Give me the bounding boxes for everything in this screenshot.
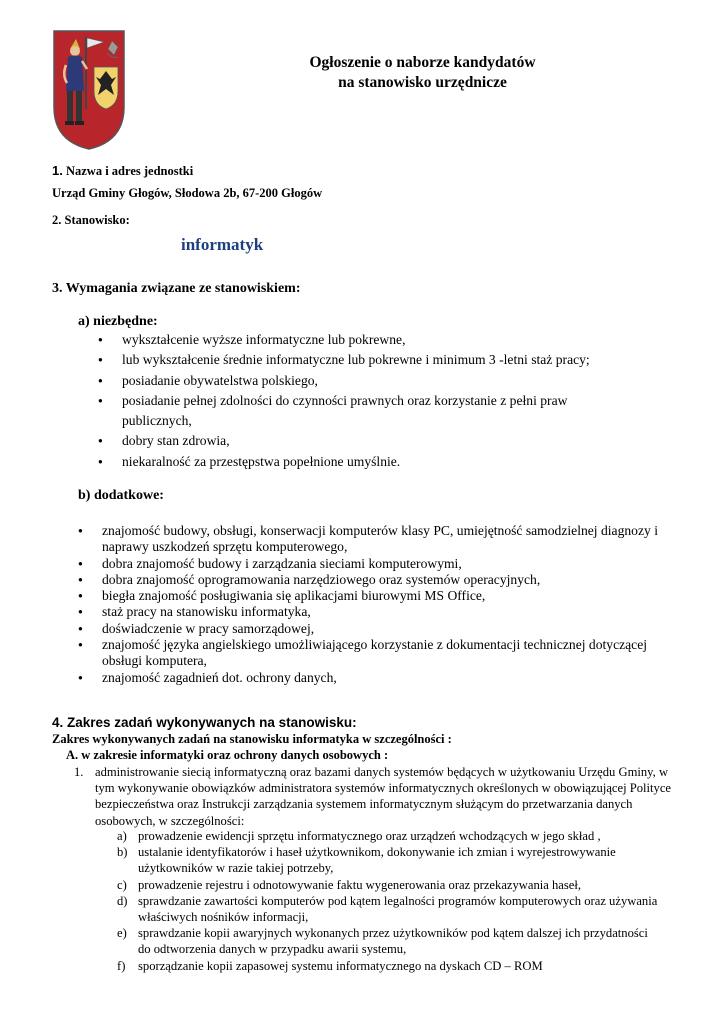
- additional-list: [78, 523, 658, 686]
- section-2-heading: 2. Stanowisko:: [52, 213, 130, 227]
- section-4-heading: 4. Zakres zadań wykonywanych na stanowisku:: [52, 715, 357, 730]
- section-1-title: Nazwa i adres jednostki: [65, 164, 194, 178]
- list-item: [117, 925, 662, 957]
- list-item: ● znajomość budowy, obsługi, konserwacji komputerów klasy PC, umiejętność samodzielnej diagnozy i naprawy uszkodzeń sprzętu komputerowego,: [78, 523, 658, 556]
- subitem-text: sprawdzanie zawartości komputerów pod kątem legalności programów komputerowych oraz używania właściwych nośników informacji,: [138, 893, 658, 925]
- unit-address: Urząd Gminy Głogów, Słodowa 2b, 67-200 Głogów: [52, 186, 323, 200]
- list-item: ● doświadczenie w pracy samorządowej,: [78, 621, 658, 637]
- required-list: [98, 330, 638, 472]
- list-item: ● wykształcenie wyższe informatyczne lub pokrewne,: [98, 330, 638, 350]
- section-1-number: 1.: [52, 163, 63, 178]
- subitem-marker: d): [117, 893, 128, 908]
- task-subitems-list: [117, 828, 662, 974]
- list-item: ● znajomość zagadnień dot. ochrony danych,: [78, 670, 658, 686]
- coat-of-arms-image: [52, 29, 126, 151]
- list-item: ● posiadanie pełnej zdolności do czynności prawnych oraz korzystanie z pełni praw publicznych,: [98, 391, 638, 432]
- required-heading: a) niezbędne:: [78, 314, 158, 329]
- list-item: [117, 877, 662, 893]
- list-item: ● dobra znajomość budowy i zarządzania sieciami komputerowymi,: [78, 556, 658, 572]
- list-item: ● biegła znajomość posługiwania się aplikacjami biurowymi MS Office,: [78, 588, 658, 604]
- section-1-heading: [52, 163, 193, 179]
- title-line-2: na stanowisko urzędnicze: [338, 74, 507, 91]
- list-item: [117, 828, 662, 844]
- subitem-text: prowadzenie rejestru i odnotowywanie faktu wygenerowania oraz przekazywania haseł,: [138, 877, 582, 892]
- list-item: [117, 844, 662, 876]
- position-name: informatyk: [181, 235, 264, 254]
- subitem-text: sporządzanie kopii zapasowej systemu informatycznego na dyskach CD – ROM: [138, 958, 543, 973]
- subitem-text: ustalanie identyfikatorów i haseł użytkownikom, dokonywanie ich zmian i wyrejestrowywanie użytkowników w razie takiej potrzeby,: [138, 845, 616, 876]
- section-3-heading: 3. Wymagania związane ze stanowiskiem:: [52, 281, 301, 296]
- page-title: [250, 53, 595, 93]
- subitem-marker: e): [117, 926, 127, 941]
- tasks-subheading: Zakres wykonywanych zadań na stanowisku informatyka w szczególności :: [52, 732, 452, 746]
- list-item: ● posiadanie obywatelstwa polskiego,: [98, 371, 638, 391]
- list-item: ● staż pracy na stanowisku informatyka,: [78, 604, 658, 620]
- list-item: ● znajomość języka angielskiego umożliwiającego korzystanie z dokumentacji technicznej dotyczącej obsługi komputera,: [78, 637, 658, 670]
- subitem-marker: c): [117, 877, 127, 892]
- list-item: ● dobra znajomość oprogramowania narzędziowego oraz systemów operacyjnych,: [78, 572, 658, 588]
- part-a-heading: A. w zakresie informatyki oraz ochrony danych osobowych :: [66, 748, 389, 762]
- task-item-1: [74, 764, 674, 829]
- list-item: ● niekaralność za przestępstwa popełnione umyślnie.: [98, 452, 638, 472]
- subitem-marker: f): [117, 958, 126, 973]
- list-item: ● lub wykształcenie średnie informatyczne lub pokrewne i minimum 3 -letni staż pracy;: [98, 350, 638, 370]
- subitem-marker: b): [117, 845, 128, 860]
- list-item: [117, 893, 662, 925]
- list-item: ● dobry stan zdrowia,: [98, 431, 638, 451]
- subitem-text: prowadzenie ewidencji sprzętu informatycznego oraz urządzeń wchodzących w jego skład ,: [138, 829, 601, 843]
- additional-heading: b) dodatkowe:: [78, 488, 164, 503]
- subitem-text: sprawdzanie kopii awaryjnych wykonanych przez użytkowników pod kątem dalszej ich przydatności do odtworzenia danych w przypadku awarii systemu,: [138, 926, 648, 957]
- subitem-marker: a): [117, 829, 127, 843]
- list-item: [117, 958, 662, 974]
- task-item-text: administrowanie siecią informatyczną oraz bazami danych systemów będących w użytkowaniu Urzędu Gminy, w tym wykonywanie obowiązków administratora systemów informatycznych określonych w obowiązującej Polityce bezpieczeństwa oraz Instrukcji zarządzania systemem informatycznym służącym do przetwarzania danych osobowych, w szczególności:: [95, 765, 672, 828]
- title-line-1: Ogłoszenie o naborze kandydatów: [309, 54, 536, 71]
- task-item-marker: 1.: [74, 765, 84, 779]
